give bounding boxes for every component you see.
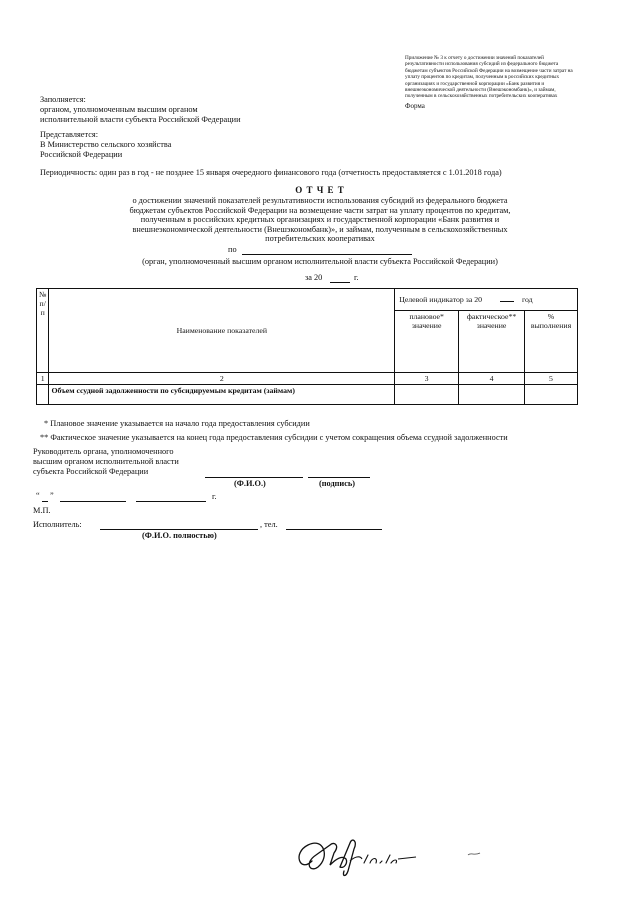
target-year-field[interactable]	[500, 301, 514, 302]
report-year-field[interactable]	[330, 282, 350, 283]
head-line: Руководитель органа, уполномоченного	[33, 447, 174, 456]
report-by-field[interactable]	[242, 254, 412, 255]
date-year-field[interactable]	[136, 501, 206, 502]
stamp-place: М.П.	[33, 506, 51, 515]
date-day-field[interactable]	[42, 501, 48, 502]
header-num: № п/ п	[37, 289, 49, 373]
appendix-line: полученным в сельскохозяйственных потребительских кооперативах	[405, 93, 558, 100]
header-target: Целевой индикатор за 20 год	[395, 289, 578, 311]
report-by-label: по	[228, 245, 237, 254]
submitted-to-block	[40, 130, 340, 160]
note-fact: ** Фактическое значение указывается на конец года предоставления субсидии с учетом сокращения объема ссудной задолженности	[40, 433, 508, 442]
date-quote-close: ”	[50, 491, 54, 500]
percent-value-cell[interactable]	[525, 385, 578, 405]
report-subtitle-line: потребительских кооперативах	[265, 234, 375, 244]
filled-by-title: Заполняется:	[40, 95, 86, 104]
phone-label: , тел.	[260, 520, 278, 529]
executor-caption: (Ф.И.О. полностью)	[142, 531, 217, 540]
submitted-to-title: Представляется:	[40, 130, 99, 139]
submitted-to-line: В Министерство сельского хозяйства	[40, 140, 172, 149]
filled-by-block	[40, 95, 340, 125]
col-number: 1	[37, 373, 49, 385]
appendix-line: результативности использования субсидий из федерального бюджета	[405, 61, 559, 68]
phone-field[interactable]	[286, 529, 382, 530]
report-subtitle-line: о достижении значений показателей результативности использования субсидий из федерального бюджета	[132, 196, 508, 205]
head-block	[33, 447, 233, 477]
head-line: высшим органом исполнительной власти	[33, 457, 179, 466]
report-by-caption: (орган, уполномоченный высшим органом исполнительной власти субъекта Российской Федерации)	[142, 257, 498, 266]
col-number: 3	[395, 373, 459, 385]
appendix-line: организациях и государственной корпорации «Банк развития и	[405, 80, 545, 87]
plan-value-cell[interactable]	[395, 385, 459, 405]
date-year-mark: г.	[212, 492, 217, 501]
report-subtitle-line: полученным в российских кредитных организациях и государственной корпорации «Банк развития и	[140, 215, 500, 225]
fio-caption: (Ф.И.О.)	[234, 479, 266, 488]
report-year-suffix: г.	[354, 273, 359, 282]
executor-fio-field[interactable]	[100, 529, 258, 530]
filled-by-line: органом, уполномоченным высшим органом	[40, 105, 198, 114]
col-number: 4	[459, 373, 525, 385]
row-num-cell	[37, 385, 49, 405]
col-number: 2	[49, 373, 395, 385]
filled-by-line: исполнительной власти субъекта Российской Федерации	[40, 115, 241, 124]
report-subtitle-line: внешнеэкономической деятельности (Внешэкономбанк)», и займам, полученным в сельскохозяйственных	[132, 224, 508, 234]
row-label: Объем ссудной задолженности по субсидируемым кредитам (займам)	[49, 385, 395, 405]
head-line: субъекта Российской Федерации	[33, 467, 149, 476]
executor-label: Исполнитель:	[33, 520, 82, 529]
sign-caption: (подпись)	[319, 479, 356, 488]
appendix-line: уплату процентов по кредитам, полученным в российских кредитных	[405, 74, 560, 81]
appendix-line: Приложение № 3 к отчету о достижении значений показателей	[405, 55, 544, 61]
report-subtitle	[100, 196, 540, 244]
date-quote-open: “	[36, 491, 40, 500]
indicators-table	[36, 288, 578, 405]
report-title: О Т Ч Е Т	[295, 185, 345, 195]
note-plan: * Плановое значение указывается на начало года предоставления субсидии	[44, 419, 310, 428]
head-sign-field[interactable]	[308, 477, 370, 478]
report-subtitle-line: бюджетам субъектов Российской Федерации на возмещение части затрат на уплату процентов по кредитам,	[129, 205, 511, 215]
header-plan: плановое* значение	[395, 311, 459, 373]
appendix-line: внешнеэкономической деятельности (Внешэкономбанк)», и займам,	[405, 87, 556, 94]
header-fact: фактическое** значение	[459, 311, 525, 373]
small-mark	[466, 850, 482, 858]
appendix-note	[405, 55, 605, 111]
report-year-prefix: за 20	[305, 273, 323, 282]
fact-value-cell[interactable]	[459, 385, 525, 405]
submitted-to-line: Российской Федерации	[40, 150, 123, 159]
periodicity: Периодичность: один раз в год - не позднее 15 января очередного финансового года (отчетность предоставляется с 1.01.2018 года)	[40, 168, 502, 177]
col-number: 5	[525, 373, 578, 385]
date-month-field[interactable]	[60, 501, 126, 502]
handwritten-signature	[290, 833, 430, 883]
header-name: Наименование показателей	[49, 289, 395, 373]
form-label: Форма	[405, 101, 425, 110]
appendix-line: бюджетам субъектов Российской Федерации на возмещение части затрат на	[405, 67, 573, 74]
header-percent: % выполнения	[525, 311, 578, 373]
head-fio-field[interactable]	[205, 477, 303, 478]
